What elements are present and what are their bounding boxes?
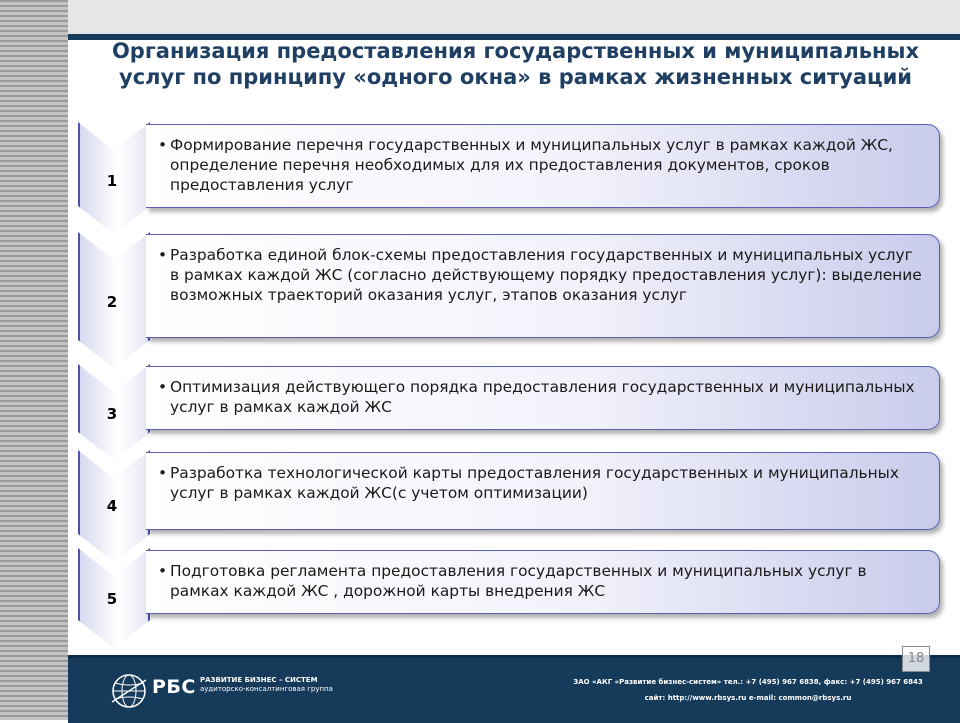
step-3-box (146, 366, 940, 430)
footer-bar (68, 655, 960, 723)
step-2-box (146, 234, 940, 338)
footer-contacts (538, 674, 958, 706)
step-2-number: 2 (106, 293, 118, 311)
logo-tagline-line-2: аудиторско-консалтинговая группа (200, 685, 333, 693)
left-decorative-stripe (0, 0, 68, 720)
company-logo (110, 672, 350, 712)
step-3-text: • Оптимизация действующего порядка предоставления государственных и муниципальных услуг в рамках каждой ЖС (154, 377, 925, 417)
globe-icon (110, 672, 148, 710)
step-4-number: 4 (106, 497, 118, 515)
step-1-number: 1 (106, 172, 118, 190)
step-4-box (146, 452, 940, 530)
page-number: 18 (902, 646, 930, 672)
step-5-text: • Подготовка регламента предоставления государственных и муниципальных услуг в рамках каждой ЖС , дорожной карты внедрения ЖС (154, 561, 925, 601)
step-2-text: • Разработка единой блок-схемы предоставления государственных и муниципальных услуг в рамках каждой ЖС (согласно действующему порядку предоставления услуг): выделение возможных траекторий оказания услуг, этапов оказания услуг (154, 245, 925, 305)
step-1-box (146, 124, 940, 208)
contacts-web-line: сайт: http://www.rbsys.ru e-mail: common@rbsys.ru (644, 694, 852, 702)
top-bar (68, 0, 960, 40)
step-3-number: 3 (106, 405, 118, 423)
logo-tagline-line-1: РАЗВИТИЕ БИЗНЕС – СИСТЕМ (200, 676, 318, 684)
contacts-phone-line: ЗАО «АКГ «Развитие бизнес-систем» тел.: +7 (495) 967 6838, факс: +7 (495) 967 6843 (573, 678, 923, 686)
logo-tagline (200, 676, 350, 694)
slide-title: Организация предоставления государственных и муниципальных услуг по принципу «одного окна» в рамках жизненных ситуаций (111, 39, 920, 89)
step-5-box (146, 550, 940, 614)
step-5-number: 5 (106, 590, 118, 608)
step-4-text: • Разработка технологической карты предоставления государственных и муниципальных услуг в рамках каждой ЖС(с учетом оптимизации) (154, 463, 925, 503)
logo-brand-text: РБС (152, 676, 196, 698)
step-1-text: • Формирование перечня государственных и муниципальных услуг в рамках каждой ЖС, определение перечня необходимых для их предоставления документов, сроков предоставления услуг (154, 135, 925, 195)
